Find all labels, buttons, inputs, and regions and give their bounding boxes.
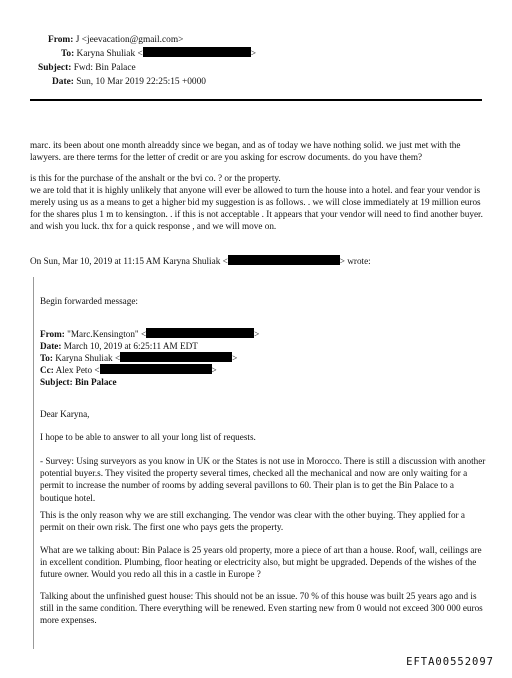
redaction-bar [100, 364, 212, 374]
forward-subject-label: Subject: [40, 377, 73, 387]
message-paragraph-3: we are told that it is highly unlikely that anyone will ever be allowed to turn the house into a hotel. and fear your vendor is merely using us as a means to get a higher bid my suggestion is as follows. . we will close immediately at 19 million euros for the shares plus 1 m to kensington. . if this is not acceptable . It appears that your vendor will need to find another buyer. and wish you luck. thx for a quick response , and we will move on. [30, 185, 483, 232]
header-date [52, 75, 206, 89]
forward-paragraph-3: This is the only reason why we are still exchanging. The vendor was clear with the other buying. They applied for a permit on their own risk. The first one who pays gets the property. [40, 510, 465, 533]
forward-from-tail: > [254, 329, 260, 339]
reply-prefix: On Sun, Mar 10, 2019 at 11:15 AM Karyna Shuliak < [30, 256, 228, 266]
forward-to-tail: > [232, 353, 238, 363]
forward-paragraph-1: I hope to be able to answer to all your long list of requests. [40, 432, 256, 442]
forward-to-value: Karyna Shuliak < [55, 353, 121, 363]
header-date-value: Sun, 10 Mar 2019 22:25:15 +0000 [76, 77, 206, 87]
header-subject-label: Subject: [38, 63, 72, 73]
header-from-label: From: [48, 35, 74, 45]
reply-suffix: > wrote: [339, 256, 371, 266]
forward-paragraph-5: Talking about the unfinished guest house: This should not be an issue. 70 % of this house was built 25 years ago and is still in the same condition. There everything will be renewed. Even starting new from 0 would not exceed 300 000 euros more expenses. [40, 591, 483, 626]
forward-subject-value: Bin Palace [74, 377, 117, 387]
redaction-bar [228, 255, 340, 265]
forward-date-label: Date: [40, 341, 62, 351]
forward-paragraph-4: What are we talking about: Bin Palace is 25 years old property, more a piece of art than a house. Roof, wall, ceilings are in excellent condition. Plumbing, floor heating or electricity also, but might be upgraded. Depends of the wishes of the future owner. Would you redo all this in a castle in Europe ? [40, 545, 482, 580]
document-id: EFTA00552097 [406, 656, 494, 668]
header-to [61, 47, 256, 61]
header-date-label: Date: [52, 77, 74, 87]
header-to-value: Karyna Shuliak < [76, 49, 143, 59]
header-from-value: J <jeevacation@gmail.com> [75, 35, 184, 45]
message-paragraph-2: is this for the purchase of the anshalt or the bvi co. ? or the property. [30, 173, 281, 183]
reply-attribution [30, 255, 371, 266]
forward-from-label: From: [40, 329, 65, 339]
redaction-bar [120, 352, 232, 362]
forward-cc-value: Alex Peto < [55, 365, 100, 375]
forward-to [40, 352, 237, 364]
message-paragraph-1: marc. its been about one month alreaddy since we began, and as of today we have nothing solid. we just met with the lawyers. are there terms for the letter of credit or are you asking for escrow documents. do you have them? [30, 140, 461, 163]
header-subject-value: Fwd: Bin Palace [73, 63, 136, 73]
forward-subject [40, 376, 117, 388]
forward-cc [40, 364, 217, 376]
header-to-tail: > [250, 49, 257, 59]
forward-paragraph-2: - Survey: Using surveyors as you know in UK or the States is not use in Morocco. There is still a discussion with another potential buyer.s. They visited the property several times, checked all the mechanical and now are only waiting for a permit to increase the number of rooms by adding several pavillons to 60. Their plan is to get the Bin Palace to a boutique hotel. [40, 456, 486, 503]
forward-date-value: March 10, 2019 at 6:25:11 AM EDT [63, 341, 198, 351]
redaction-bar [146, 328, 254, 338]
forward-to-label: To: [40, 353, 53, 363]
header-from [48, 33, 183, 47]
header-to-label: To: [61, 49, 75, 59]
forward-date [40, 340, 198, 352]
quote-bar [33, 277, 34, 649]
forward-cc-tail: > [211, 365, 217, 375]
forward-from-value: "Marc.Kensington" < [67, 329, 147, 339]
header-divider [30, 99, 482, 101]
header-subject [38, 61, 136, 75]
forward-intro: Begin forwarded message: [40, 296, 138, 306]
forward-from [40, 328, 259, 340]
forward-greeting: Dear Karyna, [40, 409, 90, 419]
redaction-bar [143, 47, 251, 57]
forward-cc-label: Cc: [40, 365, 54, 375]
